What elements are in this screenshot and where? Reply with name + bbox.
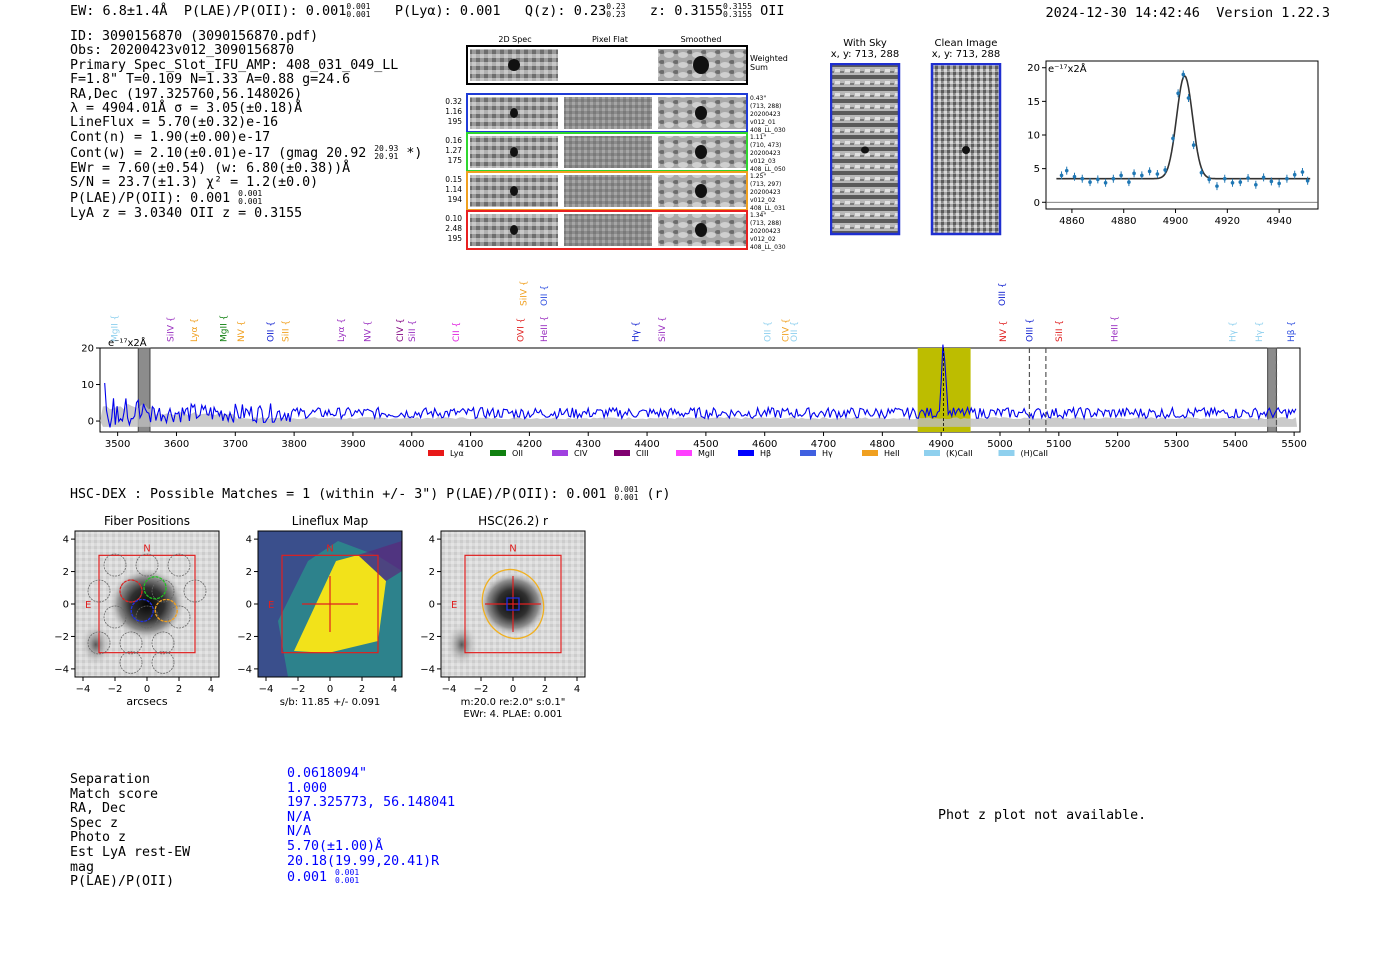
match-table-labels bbox=[70, 773, 190, 890]
fit-point bbox=[1215, 184, 1219, 188]
spectrum-x-tick: 3500 bbox=[104, 439, 131, 450]
position-panels bbox=[40, 510, 620, 730]
cutout-stat: 175 bbox=[447, 156, 462, 165]
fit-y-tick: 0 bbox=[1033, 197, 1040, 209]
legend-swatch bbox=[552, 450, 568, 456]
fit-point bbox=[1073, 175, 1077, 179]
table-label: Match score bbox=[70, 786, 159, 802]
cutout-row bbox=[445, 172, 785, 212]
table-value: 1.000 bbox=[287, 780, 328, 796]
cutout-stat: 195 bbox=[447, 117, 462, 126]
cutout-stat: 2.48 bbox=[445, 224, 462, 233]
spectrum-x-tick: 3600 bbox=[163, 439, 190, 450]
fit-x-tick: 4940 bbox=[1266, 216, 1292, 227]
summary-header bbox=[70, 3, 784, 19]
fit-point bbox=[1231, 181, 1235, 185]
spectrum-y-tick: 10 bbox=[81, 380, 94, 392]
east-label: E bbox=[451, 600, 458, 611]
fit-point bbox=[1200, 171, 1204, 175]
cutout-stat: 0.15 bbox=[445, 175, 462, 184]
fit-y-tick: 20 bbox=[1027, 63, 1040, 75]
hsc-note-1: m:20.0 re:2.0" s:0.1" bbox=[460, 697, 566, 708]
legend-swatch bbox=[614, 450, 630, 456]
panel-y-tick: 4 bbox=[62, 534, 69, 546]
table-value: 20.18(19.99,20.41)R bbox=[287, 853, 440, 869]
svg-text:Weighted: Weighted bbox=[750, 54, 788, 63]
cutout-meta: 1.11" bbox=[750, 134, 767, 141]
emission-line-label: SiII { bbox=[407, 319, 418, 342]
panel-1 bbox=[237, 514, 402, 708]
spectrum-x-tick: 5300 bbox=[1163, 439, 1190, 450]
detection-info bbox=[70, 30, 422, 221]
spectrum-y-tick: 20 bbox=[81, 343, 94, 355]
cont-w: Cont(w) = 2.10(±0.01)e-17 (gmag 20.92 20.93 20.91 *) bbox=[70, 144, 423, 162]
legend-label: HeII bbox=[884, 449, 900, 458]
emission-line-label: OIII { bbox=[1025, 318, 1036, 342]
line-flux: LineFlux = 5.70(±0.32)e-16 bbox=[70, 115, 279, 131]
signal-noise: S/N = 23.7(±1.3) χ² = 1.2(±0.0) bbox=[70, 175, 319, 191]
fit-point bbox=[1293, 173, 1297, 177]
panel-y-tick: −2 bbox=[237, 631, 252, 643]
panel-x-tick: 0 bbox=[143, 684, 151, 695]
legend-swatch bbox=[490, 450, 506, 456]
obs-id: Obs: 20200423v012_3090156870 bbox=[70, 43, 295, 59]
spectrum-x-tick: 4000 bbox=[399, 439, 425, 450]
panel-x-tick: 0 bbox=[509, 684, 517, 695]
north-label: N bbox=[143, 543, 151, 555]
legend-swatch bbox=[738, 450, 754, 456]
legend-label: CIV bbox=[574, 449, 588, 458]
fit-x-tick: 4920 bbox=[1214, 216, 1241, 227]
fit-point bbox=[1112, 177, 1116, 181]
emission-line-label-upper: SiIV { bbox=[519, 280, 530, 306]
table-label: Est LyA rest-EW bbox=[70, 844, 191, 860]
timestamp: 2024-12-30 14:42:46 bbox=[1045, 5, 1200, 21]
fit-point bbox=[1096, 178, 1100, 182]
panel-y-tick: 4 bbox=[245, 534, 252, 546]
cutout-meta: (713, 297) bbox=[750, 181, 782, 188]
fit-point bbox=[1065, 169, 1069, 173]
fit-point bbox=[1301, 170, 1305, 174]
emission-line-label: Hγ { bbox=[1228, 321, 1239, 342]
spectrum-x-tick: 4900 bbox=[928, 439, 954, 450]
cutout-stat: 1.14 bbox=[445, 185, 462, 194]
emission-line-label: Lyα { bbox=[190, 317, 201, 342]
spectrum-x-tick: 4400 bbox=[634, 439, 660, 450]
fit-point bbox=[1270, 180, 1274, 184]
cutout-meta: (710, 473) bbox=[750, 142, 782, 149]
lya-oii-z: LyA z = 3.0340 OII z = 0.3155 bbox=[70, 205, 303, 221]
fit-point bbox=[1060, 174, 1064, 178]
emission-line-label: OVI { bbox=[516, 317, 527, 342]
fit-unit-label: e⁻¹⁷x2Å bbox=[1048, 64, 1087, 75]
emission-line-label-upper: OII { bbox=[540, 285, 551, 306]
emission-line-label: NV { bbox=[998, 320, 1009, 342]
panel-x-tick: 4 bbox=[207, 684, 215, 695]
spectrum-x-tick: 3900 bbox=[340, 439, 366, 450]
fit-point bbox=[1254, 183, 1258, 187]
cutout-stat: 0.10 bbox=[445, 214, 462, 223]
clean-image-title: Clean Image x, y: 713, 288 bbox=[931, 38, 1001, 60]
spectrum-unit-label: e⁻¹⁷x2Å bbox=[108, 338, 147, 349]
fit-y-tick: 10 bbox=[1027, 130, 1040, 142]
emission-line-label: OII { bbox=[763, 321, 774, 342]
cutout-meta: 1.25" bbox=[750, 173, 767, 180]
fit-point bbox=[1148, 170, 1152, 174]
emission-line-label: CIV { bbox=[781, 318, 792, 342]
legend-label: Lyα bbox=[450, 449, 464, 458]
weighted-sum-row bbox=[467, 46, 788, 84]
emission-line-label: CIV { bbox=[396, 318, 406, 342]
cont-n: Cont(n) = 1.90(±0.00)e-17 bbox=[70, 129, 271, 145]
emission-line-label-upper: OIII { bbox=[997, 282, 1008, 306]
cutout-row bbox=[445, 94, 785, 134]
panel-x-tick: 2 bbox=[358, 684, 366, 695]
cutout-stat: 0.16 bbox=[445, 136, 462, 145]
cutout-row bbox=[445, 133, 785, 173]
cutout-stat: 195 bbox=[447, 234, 462, 243]
fit-point bbox=[1119, 174, 1123, 178]
legend-label: CIII bbox=[636, 449, 649, 458]
qz-label: Q(z): 0.23 bbox=[524, 3, 607, 19]
emission-line-label: NV { bbox=[363, 320, 374, 342]
panel-2 bbox=[420, 514, 585, 720]
spectrum-x-tick: 4800 bbox=[869, 439, 896, 450]
emission-line-label: Hγ { bbox=[631, 321, 642, 342]
cutout-meta: (713, 288) bbox=[750, 220, 782, 227]
legend-swatch bbox=[999, 450, 1015, 456]
redshift-line: OII bbox=[760, 3, 785, 19]
spectrum-x-tick: 5400 bbox=[1222, 439, 1249, 450]
legend-swatch bbox=[428, 450, 444, 456]
panel-y-tick: 4 bbox=[428, 534, 435, 546]
emission-line-label: Lyα { bbox=[337, 317, 348, 342]
cutout-meta: 1.34" bbox=[750, 212, 767, 219]
legend-swatch bbox=[924, 450, 940, 456]
spectrum-x-tick: 5100 bbox=[1046, 439, 1072, 450]
cutout-meta: v012_02 bbox=[750, 197, 776, 204]
table-value: 5.70(±1.00)Å bbox=[287, 838, 384, 854]
east-label: E bbox=[85, 600, 92, 611]
phot-z-message: Phot z plot not available. bbox=[938, 808, 1147, 823]
redshift-bounds: 0.3155 0.3155 bbox=[723, 2, 752, 19]
table-value: N/A bbox=[287, 824, 312, 840]
version: Version 1.22.3 bbox=[1216, 5, 1330, 21]
emission-line-label: MgII { bbox=[219, 314, 230, 342]
panel-y-tick: 2 bbox=[245, 567, 252, 579]
emission-line-label: SiII { bbox=[281, 319, 292, 342]
spectrum-x-tick: 3700 bbox=[222, 439, 249, 450]
emission-line-label: OII { bbox=[790, 321, 801, 342]
lambda-sigma: λ = 4904.01Å σ = 3.05(±0.18)Å bbox=[70, 101, 303, 117]
spectrum-x-tick: 4200 bbox=[516, 439, 543, 450]
panel-x-tick: −4 bbox=[258, 684, 274, 695]
panel-x-tick: 2 bbox=[175, 684, 183, 695]
table-label: mag bbox=[70, 859, 95, 875]
fit-point bbox=[1207, 178, 1211, 182]
panel-xlabel: arcsecs bbox=[126, 695, 168, 708]
cutout-stat: 1.27 bbox=[445, 146, 462, 155]
emission-line-label: MgII { bbox=[110, 314, 121, 342]
legend-label: Hγ bbox=[822, 449, 833, 458]
col-label-2d: 2D Spec bbox=[498, 35, 532, 44]
cutout-meta: (713, 288) bbox=[750, 103, 782, 110]
fit-point bbox=[1088, 180, 1092, 184]
table-label: Separation bbox=[70, 772, 151, 787]
match-table-values bbox=[287, 767, 455, 886]
legend-label: Hβ bbox=[760, 449, 772, 458]
fit-point bbox=[1156, 172, 1160, 176]
emission-line-label: SiII { bbox=[1054, 319, 1065, 342]
panel-x-tick: 0 bbox=[326, 684, 334, 695]
legend-swatch bbox=[800, 450, 816, 456]
emission-line-label: CII { bbox=[451, 321, 462, 342]
panel-0 bbox=[54, 514, 219, 708]
redshift-label: z: 0.3155 bbox=[649, 3, 724, 19]
table-value: 0.001 0.001 0.001 bbox=[287, 868, 360, 886]
panel-y-tick: −2 bbox=[54, 631, 69, 643]
sky-images bbox=[830, 63, 1005, 238]
detection-id: ID: 3090156870 (3090156870.pdf) bbox=[70, 29, 319, 44]
fit-point bbox=[1080, 177, 1084, 181]
legend-swatch bbox=[676, 450, 692, 456]
primary-slot: Primary Spec_Slot_IFU_AMP: 408_031_049_LL bbox=[70, 57, 399, 73]
panel-y-tick: −2 bbox=[420, 631, 435, 643]
full-spectrum bbox=[70, 272, 1330, 472]
fit-params: F=1.8" T=0.109 N=1.33 A=0.88 g=24.6 bbox=[70, 72, 351, 88]
cutout-meta: v012_02 bbox=[750, 236, 776, 243]
plya-value: P(Lyα): 0.001 bbox=[394, 3, 501, 19]
emission-line-label: HeII { bbox=[540, 315, 551, 342]
fit-point bbox=[1132, 172, 1136, 176]
panel-y-tick: −4 bbox=[54, 664, 69, 676]
spectrum-x-tick: 5200 bbox=[1104, 439, 1131, 450]
panel-title: Lineflux Map bbox=[291, 514, 369, 528]
panel-x-tick: 4 bbox=[573, 684, 581, 695]
spectrum-x-tick: 5500 bbox=[1281, 439, 1307, 450]
panel-y-tick: 2 bbox=[428, 567, 435, 579]
emission-line-label: OII { bbox=[266, 321, 277, 342]
sb-label: s/b: 11.85 +/- 0.091 bbox=[279, 697, 381, 708]
cutout-meta: 20200423 bbox=[750, 189, 781, 196]
north-label: N bbox=[509, 543, 517, 555]
fit-point bbox=[1192, 143, 1196, 147]
spectrum-y-tick: 0 bbox=[87, 416, 94, 428]
fit-point bbox=[1306, 179, 1310, 183]
emission-line-label: SiIV { bbox=[657, 316, 668, 342]
line-fit-plot bbox=[1020, 55, 1340, 235]
spectrum-x-tick: 4500 bbox=[693, 439, 719, 450]
qz-bounds: 0.23 0.23 bbox=[606, 2, 626, 19]
fit-point bbox=[1285, 177, 1289, 181]
table-value: 0.0618094" bbox=[287, 766, 368, 781]
panel-x-tick: 2 bbox=[541, 684, 549, 695]
spec-cutouts bbox=[440, 30, 800, 260]
fit-point bbox=[1181, 73, 1185, 77]
legend-swatch bbox=[862, 450, 878, 456]
with-sky-title: With Sky x, y: 713, 288 bbox=[830, 38, 900, 60]
fit-point bbox=[1238, 180, 1242, 184]
cutout-meta: 20200423 bbox=[750, 228, 781, 235]
ew-value: EW: 6.8±1.4Å bbox=[70, 3, 168, 19]
hsc-note-2: EWr: 4. PLAE: 0.001 bbox=[463, 709, 563, 720]
legend-label: MgII bbox=[698, 449, 715, 458]
panel-y-tick: 0 bbox=[62, 599, 69, 611]
col-label-flat: Pixel Flat bbox=[592, 35, 628, 44]
fit-y-tick: 15 bbox=[1027, 96, 1040, 108]
fit-point bbox=[1171, 137, 1175, 141]
plae-header-bounds: 0.001 0.001 bbox=[346, 2, 371, 19]
with-sky-image bbox=[831, 64, 899, 234]
spectrum-x-tick: 3800 bbox=[281, 439, 307, 450]
fit-point bbox=[1187, 96, 1191, 100]
panel-x-tick: 4 bbox=[390, 684, 398, 695]
panel-x-tick: −2 bbox=[473, 684, 489, 695]
table-value: N/A bbox=[287, 809, 312, 825]
ew-rest: EWr = 7.60(±0.54) (w: 6.80(±0.38))Å bbox=[70, 160, 351, 176]
fit-point bbox=[1223, 177, 1227, 181]
cutout-meta: v012_03 bbox=[750, 158, 776, 165]
fit-x-tick: 4900 bbox=[1162, 216, 1189, 227]
panel-x-tick: −4 bbox=[75, 684, 91, 695]
panel-y-tick: −4 bbox=[420, 664, 435, 676]
cutout-stat: 0.32 bbox=[445, 97, 462, 106]
panel-x-tick: −4 bbox=[441, 684, 457, 695]
fit-point bbox=[1176, 91, 1180, 95]
north-label: N bbox=[326, 543, 334, 555]
spectrum-x-tick: 4700 bbox=[810, 439, 837, 450]
panel-y-tick: 0 bbox=[428, 599, 435, 611]
cutout-stat: 194 bbox=[447, 195, 462, 204]
fit-point bbox=[1163, 168, 1167, 172]
spectrum-x-tick: 4300 bbox=[575, 439, 601, 450]
spectrum-x-tick: 4100 bbox=[457, 439, 484, 450]
cutout-meta: 20200423 bbox=[750, 150, 781, 157]
legend-label: OII bbox=[512, 449, 524, 458]
timestamp-version bbox=[1046, 5, 1331, 21]
fit-x-tick: 4860 bbox=[1059, 216, 1085, 227]
fit-point bbox=[1246, 176, 1250, 180]
spectrum-x-tick: 5000 bbox=[987, 439, 1013, 450]
col-label-smooth: Smoothed bbox=[680, 35, 722, 44]
legend-label: (K)CaII bbox=[946, 449, 973, 458]
table-label: RA, Dec bbox=[70, 801, 127, 817]
panel-x-tick: −2 bbox=[107, 684, 123, 695]
cutout-row bbox=[445, 211, 785, 251]
fit-y-tick: 5 bbox=[1033, 164, 1040, 176]
emission-line-label: HeII { bbox=[1110, 315, 1121, 342]
table-label: P(LAE)/P(OII) bbox=[70, 874, 175, 890]
east-label: E bbox=[268, 600, 275, 611]
cutout-meta: 408_LL_050 bbox=[750, 166, 786, 173]
emission-line-label: Hγ { bbox=[1254, 321, 1265, 342]
emission-line-label: NV { bbox=[237, 320, 248, 342]
panel-title: Fiber Positions bbox=[103, 514, 191, 528]
fit-point bbox=[1277, 182, 1281, 186]
clean-image bbox=[932, 64, 1000, 234]
panel-y-tick: 0 bbox=[245, 599, 252, 611]
panel-y-tick: −4 bbox=[237, 664, 252, 676]
cutout-meta: 408_LL_031 bbox=[750, 205, 786, 212]
table-value: 197.325773, 56.148041 bbox=[287, 795, 456, 811]
cutout-meta: 408_LL_030 bbox=[750, 244, 786, 251]
svg-text:Sum: Sum bbox=[750, 63, 768, 72]
cutout-meta: 0.43" bbox=[750, 95, 767, 102]
cutout-meta: 20200423 bbox=[750, 111, 781, 118]
panel-x-tick: −2 bbox=[290, 684, 306, 695]
ra-dec: RA,Dec (197.325760,56.148026) bbox=[70, 86, 303, 102]
table-label: Photo z bbox=[70, 830, 127, 846]
panel-y-tick: 2 bbox=[62, 567, 69, 579]
spectrum-x-tick: 4600 bbox=[751, 439, 778, 450]
plae-header-label: P(LAE)/P(OII): 0.001 bbox=[183, 3, 347, 19]
fit-point bbox=[1262, 176, 1266, 180]
emission-line-label: SiIV { bbox=[166, 316, 177, 342]
panel-title: HSC(26.2) r bbox=[478, 514, 548, 528]
fit-point bbox=[1140, 174, 1144, 178]
emission-line-label: Hβ { bbox=[1287, 320, 1298, 342]
plae-info: P(LAE)/P(OII): 0.001 0.001 0.001 bbox=[70, 189, 263, 207]
table-label: Spec z bbox=[70, 815, 119, 831]
fit-x-tick: 4880 bbox=[1110, 216, 1137, 227]
legend-label: (H)CaII bbox=[1020, 449, 1048, 458]
cutout-meta: v012_01 bbox=[750, 119, 776, 126]
fit-point bbox=[1104, 181, 1108, 185]
hsc-dex-line: HSC-DEX : Possible Matches = 1 (within +/- 3") P(LAE)/P(OII): 0.001 0.001 0.001 (r) bbox=[70, 485, 671, 502]
cutout-meta: 408_LL_030 bbox=[750, 127, 786, 134]
fit-point bbox=[1127, 180, 1131, 184]
cutout-stat: 1.16 bbox=[445, 107, 462, 116]
